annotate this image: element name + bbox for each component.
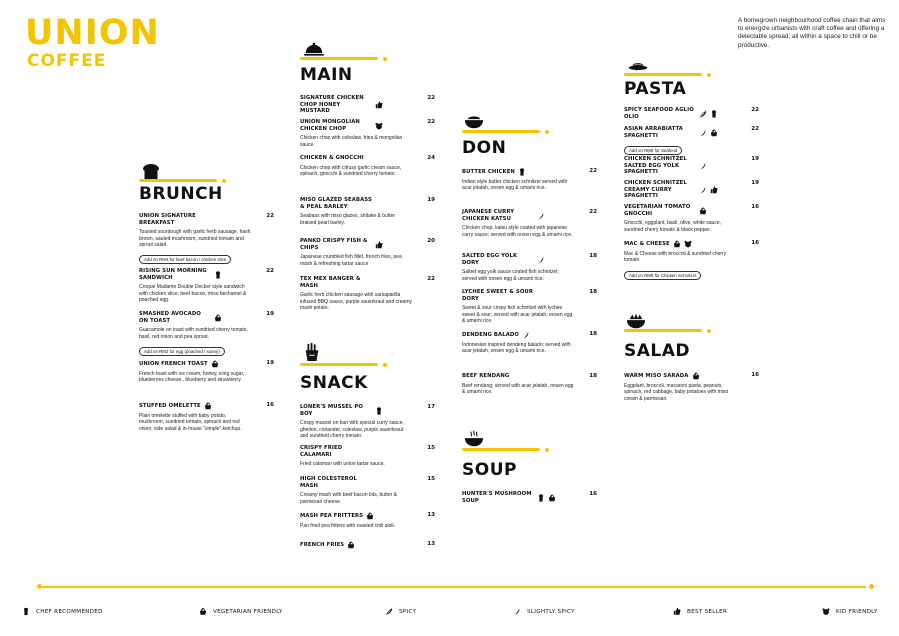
footer-dot-left: [37, 584, 42, 589]
menu-item-header: [624, 107, 759, 120]
slightly-spicy-icon: [513, 607, 521, 616]
menu-item-name: [624, 156, 707, 176]
menu-item-name: [462, 491, 556, 504]
menu-item-name-text: UNION SIGNATURE BREAKFAST: [139, 213, 196, 226]
menu-item-name: [624, 204, 707, 217]
menu-item-header: [139, 213, 274, 226]
menu-item-name: [462, 373, 509, 380]
menu-item-name-text: UNION MONGOLIAN CHICKEN CHOP: [300, 119, 360, 132]
menu-item-header: [300, 119, 435, 132]
legend-item: [199, 607, 283, 616]
menu-item-header: [300, 238, 435, 251]
section-underline-dot: [383, 363, 387, 367]
menu-item-price: 13: [427, 512, 435, 518]
menu-item-name-text: FRENCH FRIES: [300, 541, 345, 548]
chef-recommended-icon: [518, 168, 526, 176]
menu-item-name: [300, 541, 355, 549]
menu-item-price: 18: [589, 289, 597, 295]
menu-item-name-text: ASIAN ARRABIATTA SPAGHETTI: [624, 126, 683, 139]
menu-item-price: 15: [427, 445, 435, 451]
menu-item-description: Pan fried pea fritters with roasted chili aioli.: [300, 523, 396, 529]
best-seller-icon: [710, 186, 718, 194]
menu-item-name-text: BUTTER CHICKEN: [462, 168, 515, 175]
menu-item-price: 18: [589, 253, 597, 259]
menu-item: [300, 445, 435, 468]
menu-item: [462, 168, 597, 192]
menu-item-price: 16: [266, 402, 274, 408]
brand-name: UNION: [25, 13, 160, 53]
menu-item: [462, 331, 597, 355]
menu-item-name-text: WARM MISO SARADA: [624, 372, 689, 379]
menu-item-header: [139, 268, 274, 281]
legend-item: [513, 607, 575, 616]
chef-recommended-icon: [375, 407, 383, 415]
menu-item: [624, 240, 759, 282]
menu-item-name-text: RISING SUN MORNING SANDWICH: [139, 268, 207, 281]
chef-recommended-icon: [22, 607, 30, 616]
menu-item-header: [300, 476, 435, 489]
menu-item-name: [139, 360, 219, 368]
vegetarian-icon: [347, 541, 355, 549]
best-seller-icon: [375, 241, 383, 249]
legend-item: [673, 607, 727, 616]
menu-item-name: [624, 126, 718, 139]
menu-item-description: Guacamole on toast with sundried cherry tomato, basil, red onion and pea sprout.: [139, 327, 248, 340]
menu-item-name: [300, 119, 383, 132]
slightly-spicy-icon: [537, 256, 545, 264]
section-underline: [462, 130, 540, 133]
menu-item-price: 16: [589, 491, 597, 497]
menu-item-name-text: LYCHEE SWEET & SOUR DORY: [462, 289, 534, 302]
menu-item-name: [300, 512, 374, 520]
menu-item-header: [462, 491, 597, 504]
menu-item-description: Garlic herb chicken sausage with sarsaparilla infused BBQ sauce, purple sauerkraut and creamy mash potato.: [300, 292, 413, 311]
menu-item: [300, 541, 435, 549]
menu-item: [300, 119, 435, 148]
menu-item-name: [462, 253, 545, 266]
menu-item-price: 13: [427, 541, 435, 547]
soup-bowl-icon: [464, 430, 484, 448]
menu-item: [139, 213, 274, 266]
menu-item-description: Plain omelette stuffed with baby potato, mushroom, sundried tomato, spinach and red onion; side salad & in-house "simple" ketchup.: [139, 413, 242, 432]
menu-item-name: [300, 276, 372, 289]
brand-logo: [25, 14, 160, 70]
menu-item-description: Chicken chop with coleslaw, fries & mongolian sauce.: [300, 135, 403, 148]
menu-item-header: [462, 253, 597, 266]
menu-item: [624, 372, 759, 402]
menu-item-header: [462, 331, 597, 339]
menu-item-price: 16: [751, 204, 759, 210]
menu-item-header: [139, 360, 274, 368]
menu-item-name-text: SMASHED AVOCADO ON TOAST: [139, 311, 201, 324]
menu-item-name-text: SIGNATURE CHICKEN CHOP HONEY MUSTARD: [300, 95, 364, 115]
section-title: SALAD: [624, 341, 691, 361]
menu-item-header: [624, 372, 759, 380]
menu-item-name: [462, 289, 534, 302]
menu-item-price: 22: [589, 209, 597, 215]
footer-dot-right: [869, 584, 874, 589]
section-underline: [624, 73, 702, 76]
menu-item-header: [462, 373, 597, 380]
menu-item-price: 19: [266, 360, 274, 366]
section-underline-dot: [222, 179, 226, 183]
brand-sub: COFFEE: [27, 51, 107, 71]
legend-label: SPICY: [399, 608, 417, 615]
menu-item-name: [300, 197, 372, 210]
menu-item-price: 22: [266, 268, 274, 274]
cloche-icon: [304, 40, 324, 58]
section-title: SNACK: [300, 373, 368, 393]
menu-item-description: Chicken chop, katsu style coated with japanese curry sauce; served with onsen egg & umami rice.: [462, 225, 573, 238]
menu-item: [139, 311, 274, 358]
legend-item: [822, 607, 878, 616]
menu-item-description: Sweet & sour crispy fish schnitzel with lychee sweet & sour; served with acar jelatah, onsen egg & umami rice.: [462, 305, 573, 324]
legend-label: BEST SELLER: [687, 608, 728, 615]
menu-item-description: Salted egg yolk sauce coated fish schnitzel; served with onsen egg & umami rice.: [462, 269, 559, 282]
menu-item-header: [462, 209, 597, 222]
menu-item-name-text: VEGETARIAN TOMATO GNOCCHI: [624, 204, 691, 217]
menu-item-description: Croque Madame Double Decker style sandwich with chicken slice, beef bacon, miso bechamel & poached egg.: [139, 284, 247, 303]
spicy-icon: [699, 110, 707, 118]
legend-label: CHEF RECOMMENDED: [36, 608, 103, 615]
vegetarian-icon: [204, 402, 212, 410]
menu-item-price: 22: [427, 276, 435, 282]
legend-item: [22, 607, 103, 616]
menu-item: [624, 107, 759, 120]
best-seller-icon: [375, 101, 383, 109]
menu-item-price: 22: [751, 107, 759, 113]
menu-item-name-text: LONER'S MUSSEL PO BOY: [300, 404, 363, 417]
menu-item-description: Chicken chop with citrusy garlic cream sauce, spinach, gnocchi & sundried cherry tomato.: [300, 164, 402, 177]
section-underline-dot: [707, 73, 711, 77]
menu-item: [300, 155, 435, 177]
kid-friendly-icon: [375, 122, 383, 130]
menu-item-price: 22: [266, 213, 274, 219]
menu-item-name-text: MISO GLAZED SEABASS & PEAL BARLEY: [300, 197, 372, 210]
vegetarian-icon: [199, 607, 207, 616]
menu-item: [300, 512, 435, 529]
menu-item-name-text: HUNTER'S MUSHROOM SOUP: [462, 491, 532, 504]
rice-bowl-icon: [464, 112, 484, 130]
menu-item-price: 19: [266, 311, 274, 317]
menu-item-name: [139, 268, 222, 281]
menu-item-name: [300, 476, 372, 489]
menu-item-description: Beef rendang; served with acar jelatah, onsen egg & umami rice.: [462, 382, 574, 395]
menu-item-name: [624, 107, 718, 120]
slightly-spicy-icon: [699, 162, 707, 170]
menu-item-header: [624, 240, 759, 248]
menu-item-name: [624, 372, 700, 380]
vegetarian-icon: [673, 240, 681, 248]
menu-item-description: Fried calamari with union tartar sauce.: [300, 461, 385, 468]
section-underline-dot: [545, 130, 549, 134]
menu-item-name-text: DENDENG BALADO: [462, 331, 519, 338]
menu-item-name-text: CRISPY FRIED CALAMARI: [300, 445, 343, 458]
menu-item-header: [139, 311, 274, 324]
vegetarian-icon: [214, 314, 222, 322]
chef-recommended-icon: [710, 110, 718, 118]
menu-item-addon: Add on RM8 for Chicken Schnitzel: [624, 271, 701, 280]
menu-item-header: [624, 126, 759, 139]
menu-item-name-text: MASH PEA FRITTERS: [300, 512, 364, 519]
menu-item-price: 19: [751, 156, 759, 162]
menu-item-name-text: PANKO CRISPY FISH & CHIPS: [300, 238, 368, 251]
menu-item: [139, 268, 274, 303]
menu-item-description: Indian style butter chicken schnitzel served with acar jelatah, onsen egg & umami rice.: [462, 179, 568, 192]
menu-item-header: [300, 404, 435, 417]
menu-item-description: Toasted sourdough with garlic herb sausage, hash brown, sauted mushroom, sundried tomato and sprout salad.: [139, 229, 251, 248]
chef-recommended-icon: [537, 494, 545, 502]
menu-item-name-text: HIGH COLESTEROL MASH: [300, 476, 357, 489]
menu-item: [300, 276, 435, 311]
slightly-spicy-icon: [699, 186, 707, 194]
menu-item-name-text: CHICKEN SCHNITZEL CREAMY CURRY SPAGHETTI: [624, 180, 687, 200]
section-underline: [300, 57, 378, 60]
slightly-spicy-icon: [537, 212, 545, 220]
menu-item-description: Indonesian inspired dendeng balado; served with acar jelatah, onsen egg & umami rice.: [462, 342, 571, 355]
menu-item: [624, 204, 759, 233]
menu-item-header: [300, 445, 435, 458]
menu-item-addon: Add on RM2 for egg (poached / sunny): [139, 347, 225, 356]
menu-item-header: [462, 168, 597, 176]
menu-item: [139, 402, 274, 432]
menu-item-name-text: STUFFED OMELETTE: [139, 402, 201, 409]
menu-item-name: [462, 209, 545, 222]
menu-item-header: [139, 402, 274, 410]
menu-item-price: 17: [427, 404, 435, 410]
menu-item-name-text: UNION FRENCH TOAST: [139, 360, 208, 367]
menu-item-name-text: SPICY SEAFOOD AGLIO OLIO: [624, 107, 694, 120]
footer-divider: [42, 586, 866, 588]
section-title: PASTA: [624, 79, 687, 99]
spicy-icon: [385, 607, 393, 616]
section-underline: [624, 329, 702, 332]
fries-icon: [302, 343, 322, 361]
slightly-spicy-icon: [522, 331, 530, 339]
menu-item: [462, 209, 597, 238]
section-underline-dot: [545, 448, 549, 452]
menu-item: [139, 360, 274, 384]
menu-item-description: Gnocchi, eggplant, basil, olive, white sauce, sundried cherry tomato & black pepper.: [624, 220, 721, 233]
menu-item-price: 20: [427, 238, 435, 244]
section-underline: [300, 363, 378, 366]
menu-item-name: [624, 180, 718, 200]
menu-item-header: [462, 289, 597, 302]
menu-item-name: [624, 240, 692, 248]
menu-item-header: [300, 155, 435, 162]
menu-item: [462, 491, 597, 504]
menu-item-price: 22: [751, 126, 759, 132]
menu-item-price: 19: [427, 197, 435, 203]
menu-item: [300, 95, 435, 115]
menu-item-name-text: BEEF RENDANG: [462, 373, 510, 379]
menu-item-addon: Add on RM8 for Seafood: [624, 146, 682, 155]
menu-item-description: Seabass with miso glazes, shitake & butter braised pearl barley.: [300, 213, 396, 226]
menu-item-description: Eggplant, broccoli, macaroni pasta, peanuts, spinach, red cabbage, baby potatoes with miso cream & parmesan.: [624, 383, 729, 402]
menu-item: [462, 253, 597, 282]
menu-item-header: [300, 276, 435, 289]
menu-item: [300, 404, 435, 439]
section-title: MAIN: [300, 65, 353, 85]
menu-item-addon: Add on RM4 for beef bacon / chicken slice: [139, 255, 231, 264]
salad-bowl-icon: [626, 312, 646, 330]
section-title: DON: [462, 138, 507, 158]
menu-item-name-text: SALTED EGG YOLK DORY: [462, 253, 518, 266]
section-underline: [462, 448, 540, 451]
best-seller-icon: [673, 607, 681, 616]
menu-item-name: [462, 331, 530, 339]
menu-item-price: 16: [751, 372, 759, 378]
chef-recommended-icon: [214, 271, 222, 279]
vegetarian-icon: [699, 207, 707, 215]
legend-label: SLIGHTLY SPICY: [527, 608, 575, 615]
menu-item-name-text: MAC & CHEESE: [624, 240, 670, 247]
menu-item-price: 22: [427, 95, 435, 101]
menu-item-header: [300, 95, 435, 115]
menu-item-description: Creamy mash with beef bacon bits, butter & parmesan cheese.: [300, 492, 397, 505]
menu-item: [624, 180, 759, 200]
menu-item-price: 15: [427, 476, 435, 482]
section-title: BRUNCH: [139, 184, 223, 204]
menu-item-name: [300, 155, 364, 162]
section-underline: [139, 179, 217, 182]
section-underline-dot: [707, 329, 711, 333]
section-underline-dot: [383, 57, 387, 61]
menu-item-price: 18: [589, 373, 597, 379]
menu-item-header: [624, 204, 759, 217]
tagline: A homegrown neighbourhood coffee chain that aims to energize urbanists with craft coffee and offering a delectable spread; all within a space to chill or be productive.: [738, 17, 886, 49]
menu-item-header: [300, 541, 435, 549]
menu-item-header: [300, 197, 435, 210]
menu-item: [624, 156, 759, 176]
vegetarian-icon: [710, 129, 718, 137]
menu-item-name: [300, 445, 372, 458]
kid-friendly-icon: [822, 607, 830, 616]
menu-item-description: Crispy mussel on bun with special curry sauce, gherkin, coriander, coleslaw, purple sauerkraut and sundried cherry tomato.: [300, 420, 404, 439]
menu-item-name: [462, 168, 526, 176]
menu-item-name: [300, 95, 383, 115]
menu-item-price: 16: [751, 240, 759, 246]
menu-item-name: [300, 238, 383, 251]
menu-item-name-text: JAPANESE CURRY CHICKEN KATSU: [462, 209, 515, 222]
menu-item-name: [139, 402, 212, 410]
menu-item-price: 19: [751, 180, 759, 186]
section-title: SOUP: [462, 460, 517, 480]
menu-item-description: Mac & Cheese with broccoli & sundried cherry tomato.: [624, 251, 727, 264]
menu-item-header: [624, 180, 759, 200]
legend-item: [385, 607, 416, 616]
menu-item-price: 22: [427, 119, 435, 125]
menu-item-description: Japanese crumbled fish fillet, french fries, pea mash & refreshing tartar sauce: [300, 254, 402, 267]
vegetarian-icon: [366, 512, 374, 520]
menu-item-name: [139, 213, 211, 226]
vegetarian-icon: [211, 360, 219, 368]
menu-item-price: 24: [427, 155, 435, 161]
legend-label: VEGETARIAN FRIENDLY: [213, 608, 283, 615]
menu-item-description: French toast with ice cream, honey, icing sugar, blueberries cheese , blueberry and strawberry.: [139, 371, 245, 384]
menu-item-name-text: CHICKEN SCHNITZEL SALTED EGG YOLK SPAGHETTI: [624, 156, 687, 176]
menu-item-name-text: CHICKEN & GNOCCHI: [300, 155, 364, 161]
menu-item: [462, 289, 597, 324]
menu-item-name: [139, 311, 222, 324]
menu-item: [300, 238, 435, 267]
menu-item-price: 22: [589, 168, 597, 174]
slightly-spicy-icon: [699, 129, 707, 137]
menu-item-price: 18: [589, 331, 597, 337]
menu-item-name: [300, 404, 383, 417]
menu-item: [462, 373, 597, 395]
menu-item-header: [300, 512, 435, 520]
menu-item: [300, 476, 435, 505]
vegetarian-icon: [692, 372, 700, 380]
kid-friendly-icon: [684, 240, 692, 248]
menu-item: [624, 126, 759, 157]
menu-item-header: [624, 156, 759, 176]
legend-label: KID FRIENDLY: [836, 608, 878, 615]
menu-item: [300, 197, 435, 226]
menu-item-name-text: TEX MEX BANGER & MASH: [300, 276, 361, 289]
vegetarian-icon: [548, 494, 556, 502]
